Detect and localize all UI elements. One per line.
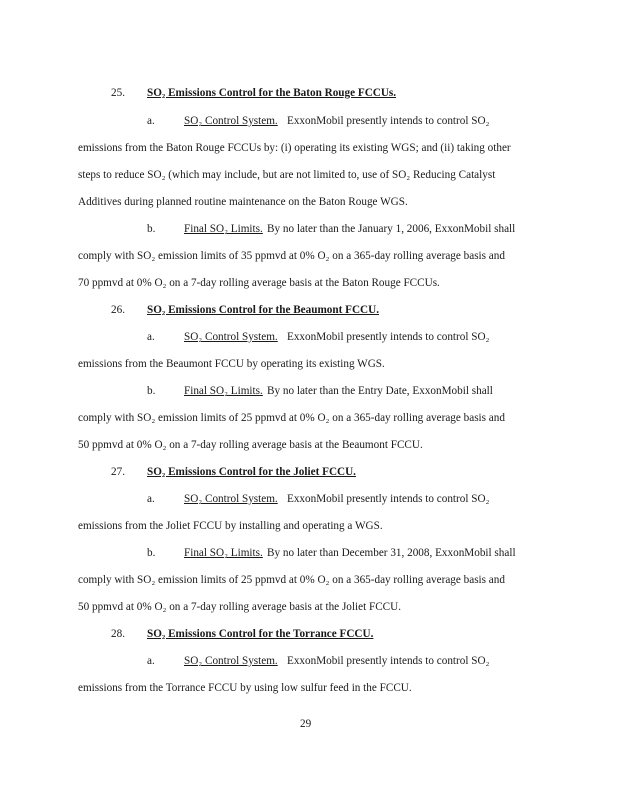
item-letter: a.: [147, 115, 155, 127]
item-text-line: By no later than the Entry Date, ExxonMobil shall: [267, 385, 493, 397]
item-title: Final SO₂ Limits.: [184, 223, 263, 235]
item-text-line: ExxonMobil presently intends to control SO₂: [287, 493, 490, 505]
item-title: SO₂ Control System.: [184, 493, 278, 505]
item-letter: a.: [147, 331, 155, 343]
body-text-line: emissions from the Joliet FCCU by installing and operating a WGS.: [78, 520, 383, 532]
body-text-line: comply with SO₂ emission limits of 25 ppmvd at 0% O₂ on a 365-day rolling average basis and: [78, 574, 505, 586]
body-text-line: comply with SO₂ emission limits of 25 ppmvd at 0% O₂ on a 365-day rolling average basis and: [78, 412, 505, 424]
item-text-line: ExxonMobil presently intends to control SO₂: [287, 331, 490, 343]
body-text-line: 70 ppmvd at 0% O₂ on a 7-day rolling average basis at the Baton Rouge FCCUs.: [78, 277, 440, 289]
item-title: SO₂ Control System.: [184, 331, 278, 343]
item-title: SO₂ Control System.: [184, 655, 278, 667]
body-text-line: steps to reduce SO₂ (which may include, but are not limited to, use of SO₂ Reducing Catalyst: [78, 169, 496, 181]
page-number: 29: [300, 718, 312, 730]
item-text-line: ExxonMobil presently intends to control SO₂: [287, 115, 490, 127]
body-text-line: comply with SO₂ emission limits of 35 ppmvd at 0% O₂ on a 365-day rolling average basis and: [78, 250, 505, 262]
section-heading: SO₂ Emissions Control for the Baton Rouge FCCUs.: [147, 87, 397, 99]
body-text-line: 50 ppmvd at 0% O₂ on a 7-day rolling average basis at the Joliet FCCU.: [78, 601, 401, 613]
item-letter: b.: [147, 385, 156, 397]
item-letter: b.: [147, 223, 156, 235]
item-letter: a.: [147, 493, 155, 505]
body-text-line: emissions from the Torrance FCCU by using low sulfur feed in the FCCU.: [78, 682, 412, 694]
item-text-line: By no later than December 31, 2008, ExxonMobil shall: [267, 547, 516, 559]
item-title: SO₂ Control System.: [184, 115, 278, 127]
item-title: Final SO₂ Limits.: [184, 547, 263, 559]
section-number: 28.: [111, 628, 125, 640]
section-heading: SO₂ Emissions Control for the Beaumont FCCU.: [147, 304, 379, 316]
body-text-line: emissions from the Baton Rouge FCCUs by: (i) operating its existing WGS; and (ii) taking other: [78, 142, 511, 154]
section-number: 25.: [111, 87, 125, 99]
item-title: Final SO₂ Limits.: [184, 385, 263, 397]
item-text-line: ExxonMobil presently intends to control SO₂: [287, 655, 490, 667]
body-text-line: 50 ppmvd at 0% O₂ on a 7-day rolling average basis at the Beaumont FCCU.: [78, 439, 423, 451]
section-number: 26.: [111, 304, 125, 316]
section-heading: SO₂ Emissions Control for the Torrance FCCU.: [147, 628, 374, 640]
section-heading: SO₂ Emissions Control for the Joliet FCCU.: [147, 466, 356, 478]
item-letter: a.: [147, 655, 155, 667]
item-text-line: By no later than the January 1, 2006, ExxonMobil shall: [267, 223, 516, 235]
item-letter: b.: [147, 547, 156, 559]
section-number: 27.: [111, 466, 125, 478]
body-text-line: Additives during planned routine maintenance on the Baton Rouge WGS.: [78, 196, 408, 208]
body-text-line: emissions from the Beaumont FCCU by operating its existing WGS.: [78, 358, 385, 370]
